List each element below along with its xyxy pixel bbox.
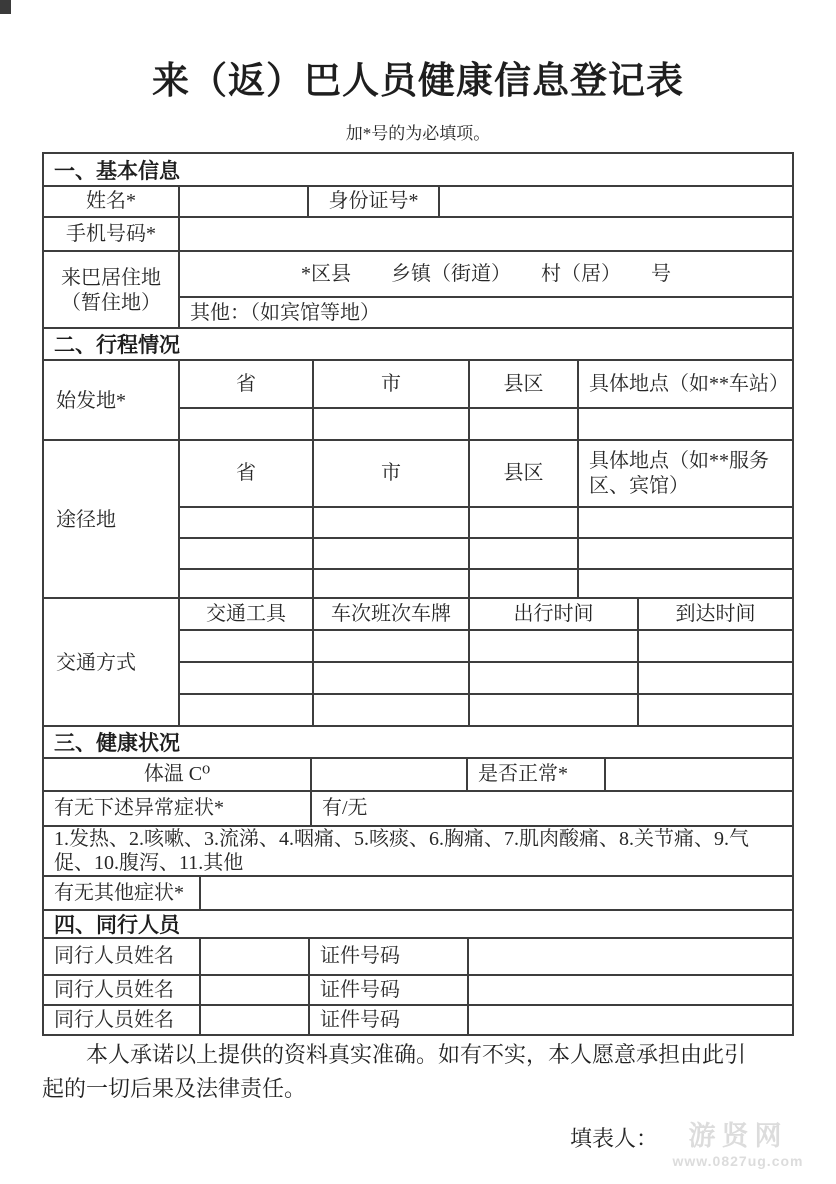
transit-county-input-cell[interactable] [468,570,577,599]
origin-col-city: 市 [312,361,468,407]
origin-city-input-cell[interactable] [312,409,468,441]
origin-county-input-cell[interactable] [468,409,577,441]
id-number-label: 身份证号* [307,187,438,216]
transport-number-input-cell[interactable] [312,663,468,693]
id-number-value-cell[interactable] [438,187,792,216]
companion-name-input-cell[interactable] [199,939,308,974]
name-value-cell[interactable] [178,187,307,216]
other-symptoms-row [44,875,792,909]
transport-col-arrive-time: 到达时间 [637,599,792,629]
companion-row [44,974,792,1004]
transit-province-input-cell[interactable] [180,570,312,599]
section-header-companions: 四、同行人员 [44,909,792,937]
transport-label: 交通方式 [56,651,136,674]
transit-detail-input-cell[interactable] [577,570,792,599]
transport-vehicle-input-cell[interactable] [180,663,312,693]
transit-city-input-cell[interactable] [312,508,468,537]
companion-id-input-cell[interactable] [467,939,792,974]
origin-label: 始发地* [56,389,126,412]
transit-col-province: 省 [236,462,256,484]
section-header-basic-info: 一、基本信息 [54,159,180,183]
name-label: 姓名* [86,190,136,212]
residence-block [44,250,792,327]
residence-other-cell[interactable]: 其他：（如宾馆等地） [190,302,380,324]
companion-id-input-cell[interactable] [467,1006,792,1034]
transit-city-input-cell[interactable] [312,539,468,568]
symptom-question-value-cell[interactable]: 有/无 [310,792,792,825]
transport-number-input-cell[interactable] [312,631,468,661]
origin-detail-input-cell[interactable] [577,409,792,441]
companion-id-input-cell[interactable] [467,976,792,1004]
transit-col-city: 市 [312,441,468,506]
transport-arrive-input-cell[interactable] [637,695,792,727]
origin-col-detail: 具体地点（如**车站） [577,361,792,407]
symptom-question-label: 有无下述异常症状* [54,797,224,819]
normal-value-cell[interactable] [604,759,792,790]
transit-col-detail: 具体地点（如**服务区、宾馆） [577,441,792,506]
temperature-label: 体温 C⁰ [143,763,211,785]
page-title: 来（返）巴人员健康信息登记表 [152,60,684,101]
transport-number-input-cell[interactable] [312,695,468,727]
transit-label: 途径地 [56,508,116,531]
origin-col-county: 县区 [468,361,577,407]
section-header-trip-info: 二、行程情况 [44,327,792,359]
companion-name-label: 同行人员姓名 [54,978,174,1001]
transport-col-depart-time: 出行时间 [468,599,637,629]
residence-label-line2: （暂住地） [61,291,161,314]
temperature-value-cell[interactable] [310,759,466,790]
companion-id-label: 证件号码 [308,939,467,974]
transit-city-input-cell[interactable] [312,570,468,599]
required-note: 加*号的为必填项。 [345,124,491,143]
phone-value-cell[interactable] [178,218,792,250]
companion-name-label: 同行人员姓名 [54,1008,174,1031]
residence-label-line1: 来巴居住地 [61,266,161,289]
residence-fields-cell[interactable]: *区县 乡镇（街道） 村（居） 号 [301,262,671,285]
origin-province-input-cell[interactable] [180,409,312,441]
transport-arrive-input-cell[interactable] [637,631,792,661]
companion-id-label: 证件号码 [308,1006,467,1034]
transport-vehicle-input-cell[interactable] [180,695,312,727]
transport-col-number: 车次班次车牌 [312,599,468,629]
form-filler-label: 填表人： [570,1126,659,1151]
transit-col-county: 县区 [468,441,577,506]
transport-col-vehicle: 交通工具 [206,602,286,625]
companion-name-input-cell[interactable] [199,1006,308,1034]
origin-block [44,359,792,439]
transit-detail-input-cell[interactable] [577,539,792,568]
transport-block [44,597,792,725]
companion-row [44,937,792,974]
section-header-health-status: 三、健康状况 [44,725,792,757]
companion-name-input-cell[interactable] [199,976,308,1004]
normal-label: 是否正常* [466,759,604,790]
transit-province-input-cell[interactable] [180,539,312,568]
residence-label [44,252,178,329]
symptom-list-text: 1.发热、2.咳嗽、3.流涕、4.咽痛、5.咳痰、6.胸痛、7.肌肉酸痛、8.关节痛、9.气促、10.腹泻、11.其他 [54,828,749,874]
transport-depart-input-cell[interactable] [468,663,637,693]
temperature-row [44,757,792,790]
scan-artifact [0,0,11,14]
other-symptoms-label: 有无其他症状* [54,881,184,904]
registration-form-table [42,152,794,1036]
companion-name-label: 同行人员姓名 [54,945,174,967]
transport-depart-input-cell[interactable] [468,631,637,661]
transport-arrive-input-cell[interactable] [637,663,792,693]
phone-row [44,216,792,250]
transit-province-input-cell[interactable] [180,508,312,537]
name-id-row [44,185,792,216]
companion-row [44,1004,792,1034]
transit-block [44,439,792,597]
site-watermark [658,1114,818,1169]
symptom-list-row [44,825,792,875]
transit-county-input-cell[interactable] [468,508,577,537]
transport-depart-input-cell[interactable] [468,695,637,727]
phone-label: 手机号码* [66,222,156,245]
companion-id-label: 证件号码 [308,976,467,1004]
watermark-url-text: www.0827ug.com [672,1153,804,1169]
transit-county-input-cell[interactable] [468,539,577,568]
transit-detail-input-cell[interactable] [577,508,792,537]
declaration-text: 本人承诺以上提供的资料真实准确。如有不实，本人愿意承担由此引起的一切后果及法律责任。 [42,1042,747,1101]
transport-vehicle-input-cell[interactable] [180,631,312,661]
other-symptoms-value-cell[interactable] [199,877,792,909]
symptom-question-row [44,790,792,825]
watermark-logo-text: 游贤网 [688,1121,788,1151]
origin-col-province: 省 [236,372,256,395]
